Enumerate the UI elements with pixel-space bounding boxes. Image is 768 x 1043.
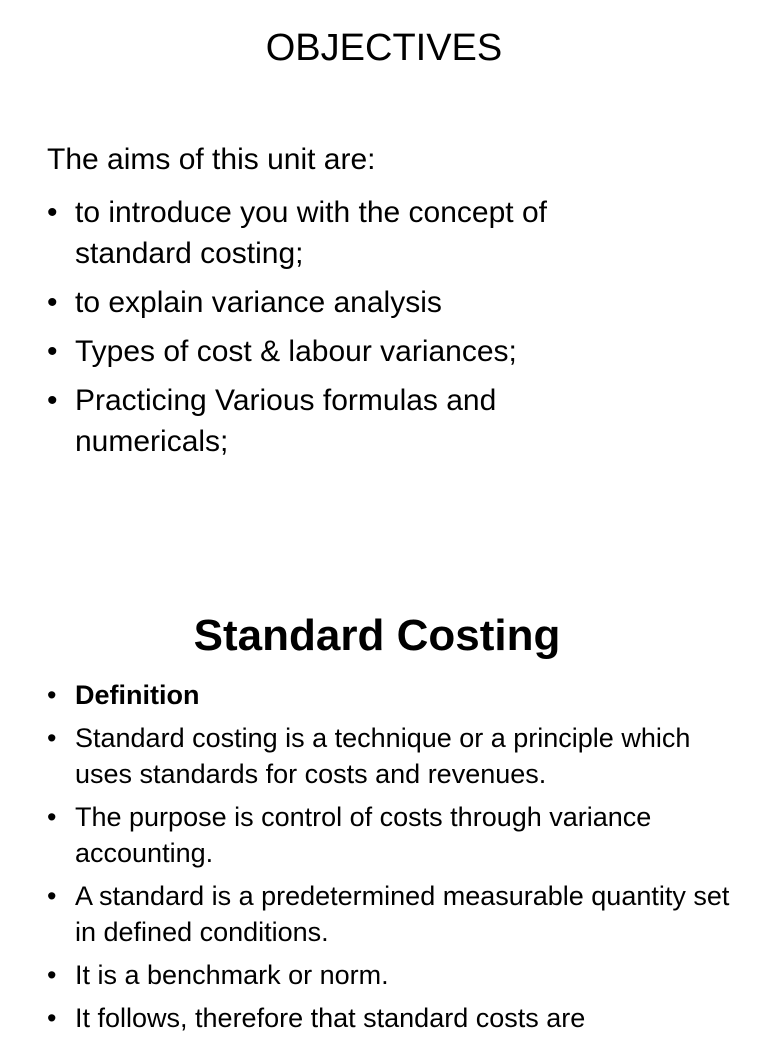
list-item: [47, 799, 737, 871]
list-item: [47, 331, 647, 372]
bullet-icon: •: [47, 960, 57, 990]
list-item-text: Types of cost & labour variances;: [75, 335, 517, 368]
standard-costing-slide: [0, 560, 768, 1033]
bullet-icon: •: [47, 1003, 57, 1033]
list-item-text: A standard is a predetermined measurable quantity set in defined conditions.: [75, 881, 730, 947]
definition-heading: Definition: [75, 680, 200, 710]
list-item: [47, 282, 647, 323]
list-item-text: Standard costing is a technique or a principle which uses standards for costs and revenues.: [75, 723, 691, 789]
bullet-icon: •: [47, 286, 58, 319]
list-item: [47, 380, 647, 462]
list-item: [47, 192, 647, 274]
slide-title: Standard Costing: [193, 611, 561, 660]
bullet-icon: •: [47, 335, 58, 368]
list-item-text: Practicing Various formulas and numericals;: [75, 384, 497, 458]
bullet-icon: •: [47, 196, 58, 229]
list-item-text: It follows, therefore that standard costs are: [75, 1003, 586, 1033]
intro-text: The aims of this unit are:: [47, 143, 376, 176]
bullet-icon: •: [47, 723, 57, 753]
bullet-icon: •: [47, 802, 57, 832]
list-item: [47, 1000, 737, 1036]
list-item: [47, 677, 737, 713]
definition-list: [47, 677, 737, 1043]
list-item: [47, 720, 737, 792]
list-item: [47, 957, 737, 993]
bullet-icon: •: [47, 680, 57, 710]
objectives-list: [47, 192, 647, 470]
list-item: [47, 878, 737, 950]
list-item-text: to introduce you with the concept of standard costing;: [75, 196, 547, 270]
list-item-text: It is a benchmark or norm.: [75, 960, 389, 990]
list-item-text: The purpose is control of costs through variance accounting.: [75, 802, 652, 868]
bullet-icon: •: [47, 384, 58, 417]
slide-title: OBJECTIVES: [265, 27, 503, 69]
bullet-icon: •: [47, 881, 57, 911]
list-item-text: to explain variance analysis: [75, 286, 442, 319]
